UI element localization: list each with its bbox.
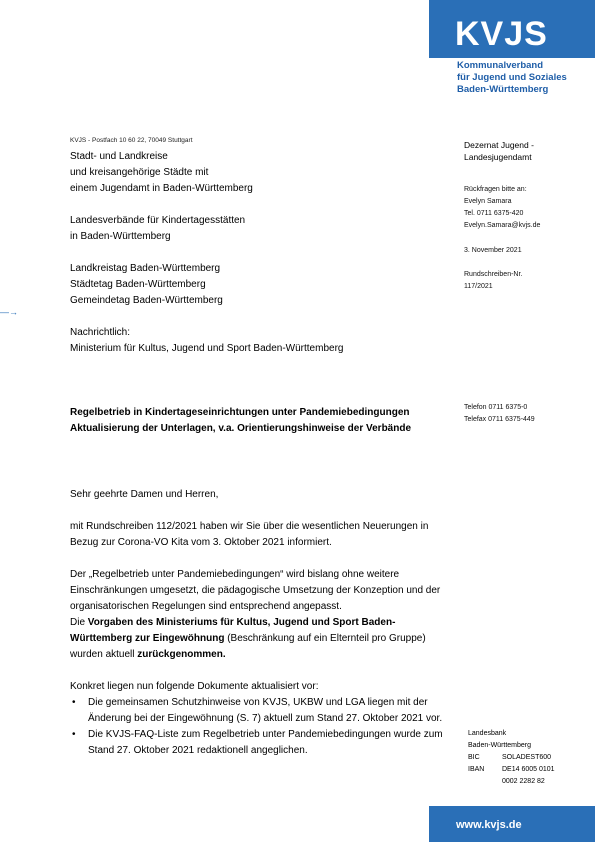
addressee-line: und kreisangehörige Städte mit (70, 167, 209, 178)
bank-details (468, 728, 555, 788)
circular-label: Rundschreiben-Nr. (464, 271, 523, 278)
paragraph-3-bold: zurückgenommen. (137, 649, 226, 660)
addressee-line: Landesverbände für Kindertagesstätten (70, 215, 246, 226)
iban-label: IBAN (468, 766, 485, 773)
salutation: Sehr geehrte Damen und Herren, (70, 489, 219, 500)
department (464, 139, 534, 163)
phone: Telefon 0711 6375-0 (464, 404, 528, 411)
addressee-line: Städtetag Baden-Württemberg (70, 279, 206, 290)
list-item: • Die gemeinsamen Schutzhinweise von KVJS, UKBW und LGA liegen mit der Änderung bei der Eingewöhnung (S. 7) aktuell zum Stand 27. Oktober 2021 vor. (70, 695, 450, 727)
org-name-line3: Baden-Württemberg (457, 84, 549, 95)
list-item: • Die KVJS-FAQ-Liste zum Regelbetrieb unter Pandemiebedingungen wurde zum Stand 27. Oktober 2021 redaktionell angeglichen. (70, 727, 450, 759)
paragraph-3 (70, 615, 450, 663)
letter-date: 3. November 2021 (464, 247, 522, 254)
cc-block (70, 325, 343, 357)
contact-email[interactable]: Evelyn.Samara@kvjs.de (464, 222, 541, 229)
addressee-line: einem Jugendamt in Baden-Württemberg (70, 183, 253, 194)
iban-row (468, 764, 555, 776)
paragraph-4: Konkret liegen nun folgende Dokumente aktualisiert vor: (70, 681, 319, 692)
paragraph-2: Der „Regelbetrieb unter Pandemiebedingungen“ wird bislang ohne weitere Einschränkungen umgesetzt, die pädagogische Umsetzung der Konzeption und der organisatorischen Regelungen sind entsprechend angepasst. (70, 569, 441, 612)
bic-row (468, 752, 555, 764)
circular-block (464, 269, 522, 293)
circular-number: 117/2021 (464, 283, 493, 290)
bank-name-line2: Baden-Württemberg (468, 742, 532, 749)
cc-recipient: Ministerium für Kultus, Jugend und Sport Baden-Württemberg (70, 343, 344, 354)
iban-row-2 (468, 776, 555, 788)
paragraph-3-bold: Vorgaben des Ministeriums für Kultus, Jugend und Sport Baden-Württemberg zur Eingewöhnung (70, 617, 396, 644)
cc-label: Nachrichtlich: (70, 327, 131, 338)
bank-name-line1: Landesbank (468, 730, 507, 737)
contact-block (464, 184, 540, 232)
org-name-line1: Kommunalverband (457, 60, 544, 71)
sender-line: KVJS - Postfach 10 60 22, 70049 Stuttgart (70, 137, 193, 144)
fax: Telefax 0711 6375-449 (464, 416, 535, 423)
contact-phone: Tel. 0711 6375-420 (464, 210, 524, 217)
addressee-line: Stadt- und Landkreise (70, 151, 168, 162)
department-line1: Dezernat Jugend - (464, 140, 534, 150)
org-name-line2: für Jugend und Soziales (457, 72, 567, 83)
contact-label: Rückfragen bitte an: (464, 186, 527, 193)
addressee-block-1 (70, 149, 253, 197)
fold-mark-icon: —→ (0, 307, 18, 317)
addressee-block-2 (70, 213, 245, 245)
addressee-line: Gemeindetag Baden-Württemberg (70, 295, 223, 306)
website-link[interactable]: www.kvjs.de (456, 819, 522, 831)
logo-brand: KVJS (455, 15, 548, 53)
paragraph-3-text: (Beschränkung auf ein Elternteil pro Gruppe) wurden aktuell (70, 633, 426, 660)
addressee-line: Landkreistag Baden-Württemberg (70, 263, 221, 274)
phone-block (464, 402, 535, 426)
addressee-block-3 (70, 261, 223, 309)
iban-value-2: 0002 2282 82 (502, 778, 545, 785)
paragraph-1: mit Rundschreiben 112/2021 haben wir Sie über die wesentlichen Neuerungen in Bezug zur Corona-VO Kita vom 3. Oktober 2021 informiert. (70, 521, 429, 548)
addressee-line: in Baden-Württemberg (70, 231, 171, 242)
subject: Regelbetrieb in Kindertageseinrichtungen unter Pandemiebedingungen Aktualisierung der Unterlagen, v.a. Orientierungshinweise der Verbände (70, 407, 412, 434)
bic-label: BIC (468, 754, 480, 761)
department-line2: Landesjugendamt (464, 152, 532, 162)
contact-name: Evelyn Samara (464, 198, 512, 205)
document-list (70, 695, 450, 759)
iban-value: DE14 6005 0101 (502, 766, 555, 773)
paragraph-3-text: Die (70, 617, 88, 628)
org-name (457, 60, 567, 96)
bic-value: SOLADEST600 (502, 754, 552, 761)
